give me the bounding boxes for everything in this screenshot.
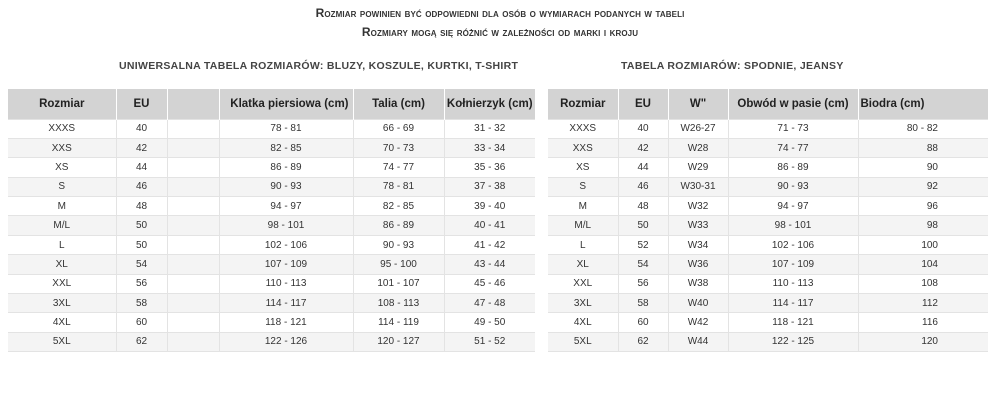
table-cell: 110 - 113 bbox=[728, 274, 858, 293]
table-cell: 31 - 32 bbox=[444, 119, 535, 138]
table-cell: 49 - 50 bbox=[444, 313, 535, 332]
table-cell: XXS bbox=[8, 138, 116, 157]
table-cell: 104 bbox=[858, 255, 988, 274]
table-header-row bbox=[8, 89, 535, 119]
table-cell: 58 bbox=[618, 294, 668, 313]
table-cell: 62 bbox=[116, 332, 167, 351]
table-row bbox=[548, 313, 988, 332]
table-cell: 114 - 117 bbox=[728, 294, 858, 313]
table-cell: 46 bbox=[618, 177, 668, 196]
table-cell bbox=[167, 138, 219, 157]
table-cell: 46 bbox=[116, 177, 167, 196]
table-cell bbox=[167, 294, 219, 313]
table-row bbox=[8, 294, 535, 313]
table-cell: W40 bbox=[668, 294, 728, 313]
column-header: Talia (cm) bbox=[353, 89, 444, 119]
table-cell: 120 bbox=[858, 332, 988, 351]
table-cell: W29 bbox=[668, 158, 728, 177]
table-cell: 100 bbox=[858, 235, 988, 254]
column-header: EU bbox=[116, 89, 167, 119]
table-cell: 3XL bbox=[548, 294, 618, 313]
table-cell: W33 bbox=[668, 216, 728, 235]
left-table-title: UNIWERSALNA TABELA ROZMIARÓW: BLUZY, KOSZULE, KURTKI, T-SHIRT bbox=[119, 60, 519, 72]
table-cell: 40 bbox=[618, 119, 668, 138]
table-cell: 108 bbox=[858, 274, 988, 293]
table-cell: W32 bbox=[668, 197, 728, 216]
table-row bbox=[8, 235, 535, 254]
table-cell: 43 - 44 bbox=[444, 255, 535, 274]
table-cell: 95 - 100 bbox=[353, 255, 444, 274]
table-cell: 54 bbox=[618, 255, 668, 274]
table-cell: 71 - 73 bbox=[728, 119, 858, 138]
table-cell: 50 bbox=[116, 235, 167, 254]
table-cell: 88 bbox=[858, 138, 988, 157]
table-cell: 82 - 85 bbox=[219, 138, 353, 157]
table-cell: M/L bbox=[548, 216, 618, 235]
table-cell: 52 bbox=[618, 235, 668, 254]
page-header bbox=[0, 4, 1000, 42]
table-cell: M bbox=[548, 197, 618, 216]
table-cell: XXL bbox=[8, 274, 116, 293]
table-row bbox=[8, 313, 535, 332]
table-cell: 37 - 38 bbox=[444, 177, 535, 196]
table-cell: 94 - 97 bbox=[219, 197, 353, 216]
table-cell: 108 - 113 bbox=[353, 294, 444, 313]
header-line-2: Rozmiary mogą się różnić w zależności od marki i kroju bbox=[361, 25, 639, 39]
table-cell: W42 bbox=[668, 313, 728, 332]
table-cell: 50 bbox=[618, 216, 668, 235]
table-cell: 101 - 107 bbox=[353, 274, 444, 293]
header-line-1: Rozmiar powinien być odpowiedni dla osób o wymiarach podanych w tabeli bbox=[315, 6, 685, 20]
table-cell: 4XL bbox=[548, 313, 618, 332]
table-cell: 42 bbox=[116, 138, 167, 157]
table-cell: 118 - 121 bbox=[219, 313, 353, 332]
shirts-size-table bbox=[8, 89, 535, 352]
table-cell bbox=[167, 255, 219, 274]
table-cell: 56 bbox=[116, 274, 167, 293]
table-cell: M bbox=[8, 197, 116, 216]
table-cell: W34 bbox=[668, 235, 728, 254]
table-cell: 86 - 89 bbox=[728, 158, 858, 177]
table-cell: 42 bbox=[618, 138, 668, 157]
table-cell: 94 - 97 bbox=[728, 197, 858, 216]
column-header: Obwód w pasie (cm) bbox=[728, 89, 858, 119]
table-cell: 47 - 48 bbox=[444, 294, 535, 313]
table-cell bbox=[167, 235, 219, 254]
table-cell: 60 bbox=[116, 313, 167, 332]
table-cell: 107 - 109 bbox=[219, 255, 353, 274]
table-row bbox=[548, 119, 988, 138]
table-cell: W30-31 bbox=[668, 177, 728, 196]
table-cell: W26-27 bbox=[668, 119, 728, 138]
table-cell: 39 - 40 bbox=[444, 197, 535, 216]
table-cell bbox=[167, 177, 219, 196]
table-cell: L bbox=[548, 235, 618, 254]
table-row bbox=[8, 332, 535, 351]
table-row bbox=[548, 274, 988, 293]
table-cell: 70 - 73 bbox=[353, 138, 444, 157]
table-cell: 3XL bbox=[8, 294, 116, 313]
table-cell: 98 - 101 bbox=[728, 216, 858, 235]
table-cell: 86 - 89 bbox=[219, 158, 353, 177]
table-row bbox=[548, 158, 988, 177]
table-cell: 120 - 127 bbox=[353, 332, 444, 351]
table-cell: 5XL bbox=[548, 332, 618, 351]
table-cell: 78 - 81 bbox=[219, 119, 353, 138]
table-cell: 45 - 46 bbox=[444, 274, 535, 293]
table-cell: W38 bbox=[668, 274, 728, 293]
table-cell: 90 - 93 bbox=[353, 235, 444, 254]
column-header: Rozmiar bbox=[548, 89, 618, 119]
table-row bbox=[8, 255, 535, 274]
table-cell: 35 - 36 bbox=[444, 158, 535, 177]
table-cell: 116 bbox=[858, 313, 988, 332]
table-row bbox=[8, 274, 535, 293]
table-cell: 86 - 89 bbox=[353, 216, 444, 235]
column-header: Biodra (cm) bbox=[858, 89, 988, 119]
table-cell: 98 - 101 bbox=[219, 216, 353, 235]
table-cell: 41 - 42 bbox=[444, 235, 535, 254]
table-cell bbox=[167, 197, 219, 216]
table-cell: 102 - 106 bbox=[728, 235, 858, 254]
table-cell: S bbox=[548, 177, 618, 196]
table-cell: 118 - 121 bbox=[728, 313, 858, 332]
table-cell bbox=[167, 313, 219, 332]
table-cell: 98 bbox=[858, 216, 988, 235]
table-header-row bbox=[548, 89, 988, 119]
right-table-title: TABELA ROZMIARÓW: SPODNIE, JEANSY bbox=[621, 60, 844, 72]
table-row bbox=[8, 216, 535, 235]
table-cell bbox=[167, 119, 219, 138]
table-cell: XXXS bbox=[8, 119, 116, 138]
table-row bbox=[8, 119, 535, 138]
table-cell: 90 bbox=[858, 158, 988, 177]
table-cell: 82 - 85 bbox=[353, 197, 444, 216]
table-cell: 92 bbox=[858, 177, 988, 196]
table-cell bbox=[167, 274, 219, 293]
table-row bbox=[8, 158, 535, 177]
table-cell: 78 - 81 bbox=[353, 177, 444, 196]
table-cell: W28 bbox=[668, 138, 728, 157]
table-row bbox=[8, 197, 535, 216]
table-row bbox=[548, 216, 988, 235]
table-row bbox=[8, 177, 535, 196]
table-cell: 48 bbox=[618, 197, 668, 216]
table-cell: 58 bbox=[116, 294, 167, 313]
table-cell bbox=[167, 158, 219, 177]
column-header: EU bbox=[618, 89, 668, 119]
column-header: Rozmiar bbox=[8, 89, 116, 119]
table-cell: 40 - 41 bbox=[444, 216, 535, 235]
table-cell: 80 - 82 bbox=[858, 119, 988, 138]
table-cell: 122 - 125 bbox=[728, 332, 858, 351]
table-cell: 4XL bbox=[8, 313, 116, 332]
table-row bbox=[548, 332, 988, 351]
table-cell: 60 bbox=[618, 313, 668, 332]
table-cell: XXL bbox=[548, 274, 618, 293]
table-cell: W36 bbox=[668, 255, 728, 274]
table-cell: 48 bbox=[116, 197, 167, 216]
table-cell: 90 - 93 bbox=[728, 177, 858, 196]
table-cell: 74 - 77 bbox=[728, 138, 858, 157]
table-cell: 122 - 126 bbox=[219, 332, 353, 351]
table-row bbox=[8, 138, 535, 157]
table-row bbox=[548, 138, 988, 157]
table-cell: 62 bbox=[618, 332, 668, 351]
table-cell: 54 bbox=[116, 255, 167, 274]
table-cell: 112 bbox=[858, 294, 988, 313]
table-cell: 107 - 109 bbox=[728, 255, 858, 274]
table-cell: L bbox=[8, 235, 116, 254]
table-cell: M/L bbox=[8, 216, 116, 235]
table-cell: S bbox=[8, 177, 116, 196]
table-row bbox=[548, 255, 988, 274]
table-row bbox=[548, 197, 988, 216]
table-cell: XL bbox=[548, 255, 618, 274]
pants-size-table bbox=[548, 89, 988, 352]
table-row bbox=[548, 235, 988, 254]
table-cell: 110 - 113 bbox=[219, 274, 353, 293]
table-cell: 56 bbox=[618, 274, 668, 293]
column-header: Kołnierzyk (cm) bbox=[444, 89, 535, 119]
table-cell: 96 bbox=[858, 197, 988, 216]
table-cell: 44 bbox=[618, 158, 668, 177]
table-cell: 74 - 77 bbox=[353, 158, 444, 177]
table-cell: 114 - 119 bbox=[353, 313, 444, 332]
table-cell: 33 - 34 bbox=[444, 138, 535, 157]
table-cell: XS bbox=[8, 158, 116, 177]
table-cell: 40 bbox=[116, 119, 167, 138]
table-row bbox=[548, 294, 988, 313]
table-cell: 50 bbox=[116, 216, 167, 235]
column-header: W" bbox=[668, 89, 728, 119]
table-cell: 5XL bbox=[8, 332, 116, 351]
table-cell: XXXS bbox=[548, 119, 618, 138]
table-cell: 66 - 69 bbox=[353, 119, 444, 138]
table-cell: 44 bbox=[116, 158, 167, 177]
table-cell: 102 - 106 bbox=[219, 235, 353, 254]
table-row bbox=[548, 177, 988, 196]
table-cell bbox=[167, 216, 219, 235]
table-cell: XXS bbox=[548, 138, 618, 157]
table-cell: W44 bbox=[668, 332, 728, 351]
table-cell: XS bbox=[548, 158, 618, 177]
table-cell bbox=[167, 332, 219, 351]
column-header bbox=[167, 89, 219, 119]
table-cell: 114 - 117 bbox=[219, 294, 353, 313]
table-cell: 51 - 52 bbox=[444, 332, 535, 351]
column-header: Klatka piersiowa (cm) bbox=[219, 89, 353, 119]
table-cell: 90 - 93 bbox=[219, 177, 353, 196]
table-cell: XL bbox=[8, 255, 116, 274]
